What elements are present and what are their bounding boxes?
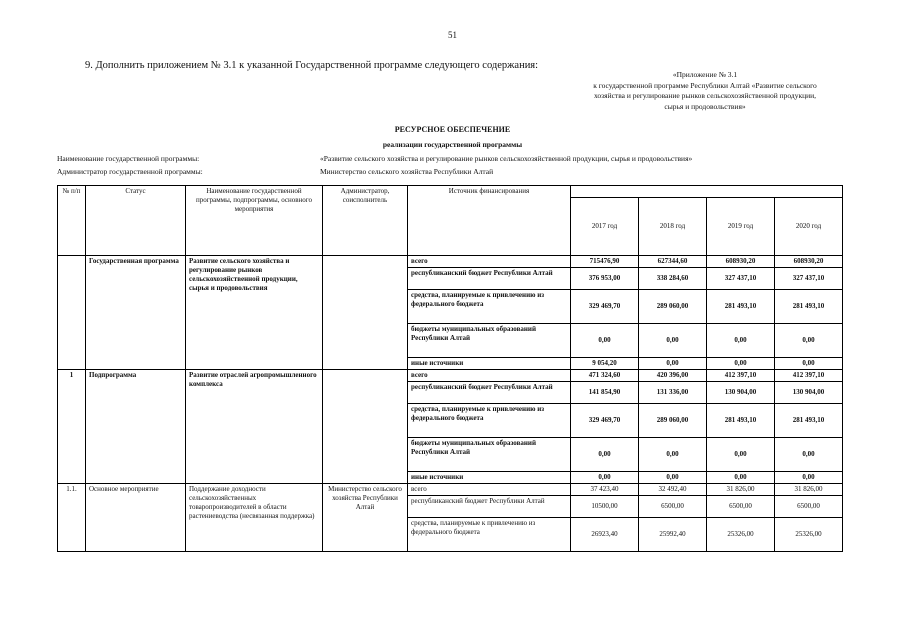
value-cell-2018: 627344,60 xyxy=(639,256,707,268)
source-cell: республиканский бюджет Республики Алтай xyxy=(408,496,571,518)
resource-table xyxy=(57,185,843,552)
value-cell-2017: 715476,90 xyxy=(571,256,639,268)
header-admin: Администратор, соисполнитель xyxy=(323,186,408,256)
value-cell-2019: 327 437,10 xyxy=(707,268,775,290)
value-cell-2017: 329 469,70 xyxy=(571,404,639,438)
block-admin xyxy=(323,256,408,370)
header-2019: 2019 год xyxy=(707,198,775,256)
value-cell-2019: 281 493,10 xyxy=(707,404,775,438)
value-cell-2017: 0,00 xyxy=(571,472,639,484)
block-name: Поддержание доходности сельскохозяйственных товаропроизводителей в области растениеводства (несвязанная поддержка) xyxy=(186,484,323,552)
header-2018: 2018 год xyxy=(639,198,707,256)
annex-line-2: к государственной программе Республики Алтай «Развитие сельского xyxy=(593,80,817,90)
value-cell-2017: 471 324,60 xyxy=(571,370,639,382)
value-cell-2020: 6500,00 xyxy=(775,496,843,518)
source-cell: республиканский бюджет Республики Алтай xyxy=(408,268,571,290)
value-cell-2019: 130 904,00 xyxy=(707,382,775,404)
value-cell-2019: 6500,00 xyxy=(707,496,775,518)
value-cell-2020: 412 397,10 xyxy=(775,370,843,382)
source-cell: всего xyxy=(408,370,571,382)
administrator-label: Администратор государственной программы: xyxy=(57,167,203,176)
block-status: Подпрограмма xyxy=(86,370,186,484)
table-row xyxy=(58,370,843,382)
header-years-group xyxy=(571,186,843,198)
value-cell-2017: 10500,00 xyxy=(571,496,639,518)
value-cell-2017: 9 054,20 xyxy=(571,358,639,370)
page-number: 51 xyxy=(448,30,457,40)
value-cell-2020: 0,00 xyxy=(775,358,843,370)
value-cell-2018: 131 336,00 xyxy=(639,382,707,404)
value-cell-2017: 329 469,70 xyxy=(571,290,639,324)
header-source: Источник финансирования xyxy=(408,186,571,256)
block-num xyxy=(58,256,86,370)
value-cell-2020: 281 493,10 xyxy=(775,404,843,438)
document-subtitle: реализации государственной программы xyxy=(382,140,523,149)
header-2017: 2017 год xyxy=(571,198,639,256)
value-cell-2020: 31 826,00 xyxy=(775,484,843,496)
block-num: 1.1. xyxy=(58,484,86,552)
header-status: Статус xyxy=(86,186,186,256)
annex-heading xyxy=(560,70,850,112)
program-name-label: Наименование государственной программы: xyxy=(57,154,200,163)
value-cell-2020: 0,00 xyxy=(775,472,843,484)
value-cell-2020: 25326,00 xyxy=(775,518,843,552)
annex-line-4: сырья и продовольствия» xyxy=(664,101,746,111)
source-cell: средства, планируемые к привлечению из федерального бюджета xyxy=(408,518,571,552)
annex-line-1: «Приложение № 3.1 xyxy=(672,70,738,79)
source-cell: всего xyxy=(408,256,571,268)
block-admin: Министерство сельского хозяйства Республики Алтай xyxy=(323,484,408,552)
value-cell-2017: 0,00 xyxy=(571,324,639,358)
value-cell-2018: 420 396,00 xyxy=(639,370,707,382)
value-cell-2017: 0,00 xyxy=(571,438,639,472)
header-2020: 2020 год xyxy=(775,198,843,256)
page-bottom-margin xyxy=(0,575,905,640)
annex-line-3: хозяйства и регулирование рынков сельскохозяйственной продукции, xyxy=(593,91,817,100)
source-cell: средства, планируемые к привлечению из федерального бюджета xyxy=(408,290,571,324)
value-cell-2018: 32 492,40 xyxy=(639,484,707,496)
value-cell-2020: 327 437,10 xyxy=(775,268,843,290)
value-cell-2020: 281 493,10 xyxy=(775,290,843,324)
value-cell-2018: 25992,40 xyxy=(639,518,707,552)
value-cell-2018: 338 284,60 xyxy=(639,268,707,290)
value-cell-2017: 141 854,90 xyxy=(571,382,639,404)
block-num: 1 xyxy=(58,370,86,484)
block-name: Развитие отраслей агропромышленного комплекса xyxy=(186,370,323,484)
block-status: Государственная программа xyxy=(86,256,186,370)
table-row xyxy=(58,256,843,268)
value-cell-2017: 376 953,00 xyxy=(571,268,639,290)
program-name-value: «Развитие сельского хозяйства и регулирование рынков сельскохозяйственной продукции, сырья и продовольствия» xyxy=(320,154,693,163)
header-name: Наименование государственной программы, подпрограммы, основного мероприятия xyxy=(186,186,323,256)
source-cell: бюджеты муниципальных образований Республики Алтай xyxy=(408,438,571,472)
value-cell-2018: 0,00 xyxy=(639,358,707,370)
header-num: № п/п xyxy=(58,186,86,256)
source-cell: иные источники xyxy=(408,358,571,370)
value-cell-2017: 26923,40 xyxy=(571,518,639,552)
block-name: Развитие сельского хозяйства и регулирование рынков сельскохозяйственной продукции, сырья и продовольствия xyxy=(186,256,323,370)
source-cell: республиканский бюджет Республики Алтай xyxy=(408,382,571,404)
block-admin xyxy=(323,370,408,484)
value-cell-2019: 0,00 xyxy=(707,438,775,472)
amendment-item-9: 9. Дополнить приложением № 3.1 к указанной Государственной программе следующего содержания: xyxy=(85,60,539,71)
source-cell: средства, планируемые к привлечению из федерального бюджета xyxy=(408,404,571,438)
value-cell-2020: 0,00 xyxy=(775,438,843,472)
document-title: РЕСУРСНОЕ ОБЕСПЕЧЕНИЕ xyxy=(394,125,511,134)
value-cell-2019: 0,00 xyxy=(707,358,775,370)
value-cell-2019: 608930,20 xyxy=(707,256,775,268)
value-cell-2019: 0,00 xyxy=(707,472,775,484)
value-cell-2019: 31 826,00 xyxy=(707,484,775,496)
value-cell-2020: 0,00 xyxy=(775,324,843,358)
value-cell-2018: 0,00 xyxy=(639,324,707,358)
table-row xyxy=(58,484,843,496)
value-cell-2017: 37 423,40 xyxy=(571,484,639,496)
value-cell-2018: 6500,00 xyxy=(639,496,707,518)
value-cell-2020: 130 904,00 xyxy=(775,382,843,404)
source-cell: бюджеты муниципальных образований Республики Алтай xyxy=(408,324,571,358)
value-cell-2018: 0,00 xyxy=(639,472,707,484)
value-cell-2019: 281 493,10 xyxy=(707,290,775,324)
block-status: Основное мероприятие xyxy=(86,484,186,552)
value-cell-2018: 289 060,00 xyxy=(639,404,707,438)
value-cell-2019: 412 397,10 xyxy=(707,370,775,382)
value-cell-2019: 0,00 xyxy=(707,324,775,358)
value-cell-2018: 0,00 xyxy=(639,438,707,472)
value-cell-2019: 25326,00 xyxy=(707,518,775,552)
administrator-value: Министерство сельского хозяйства Республики Алтай xyxy=(320,167,494,176)
source-cell: всего xyxy=(408,484,571,496)
value-cell-2020: 608930,20 xyxy=(775,256,843,268)
value-cell-2018: 289 060,00 xyxy=(639,290,707,324)
source-cell: иные источники xyxy=(408,472,571,484)
